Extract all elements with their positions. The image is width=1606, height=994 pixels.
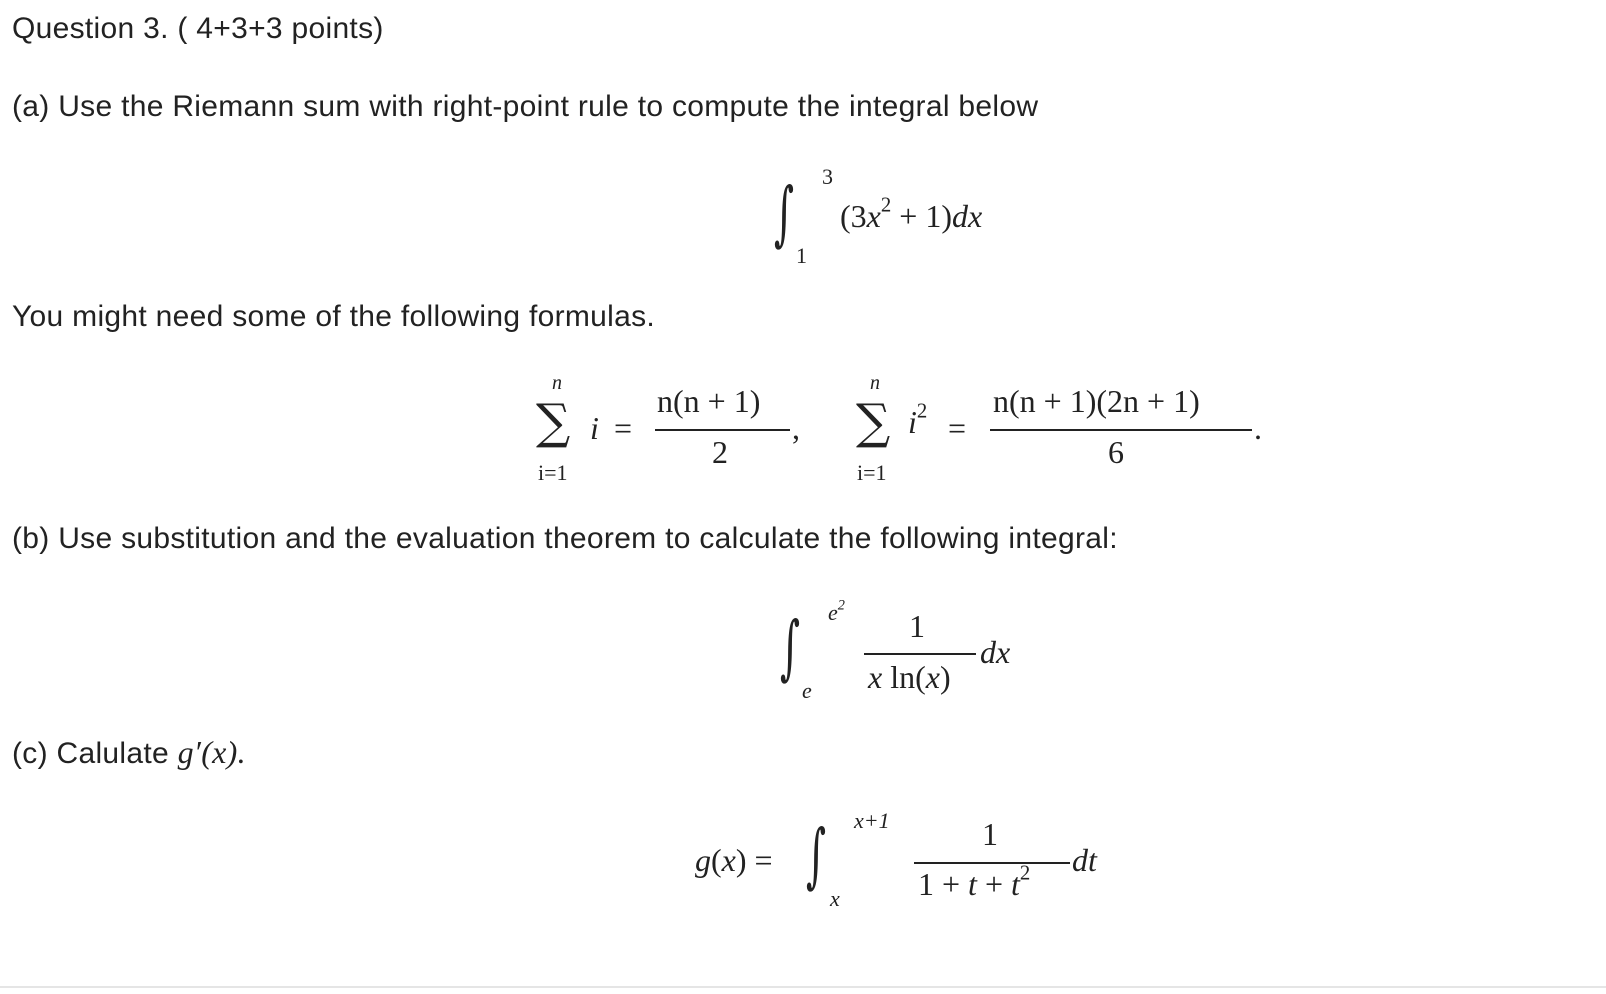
integral-c-denominator: $1 + t + t^2$: [918, 861, 1031, 902]
sum1-comma: ,: [792, 410, 800, 446]
sum2-upper-limit: n: [870, 372, 880, 394]
integral-c-upper-limit: x+1: [854, 808, 890, 833]
part-b-prompt: (b) Use substitution and the evaluation theorem to calculate the following integral:: [12, 522, 1118, 555]
sum2-period: .: [1254, 410, 1262, 446]
integral-sign-icon: ∫: [806, 814, 827, 896]
integral-c-fraction-bar: [914, 862, 1070, 864]
integral-sign-icon: ∫: [774, 172, 795, 254]
sum1-fraction-bar: [655, 429, 790, 431]
sum1-denominator: 2: [712, 434, 728, 470]
bottom-divider: [0, 986, 1606, 988]
sigma-icon: ∑: [536, 394, 571, 450]
g-prime-label: g′(x).: [177, 734, 246, 770]
sum2-equals: =: [948, 410, 967, 446]
integral-b-fraction-bar: [864, 653, 976, 655]
sum1-term: i: [590, 410, 599, 446]
sum1-upper-limit: n: [552, 372, 562, 394]
sum1-lower-limit: i=1: [538, 460, 568, 485]
integral-c-lhs: g(x) =: [695, 842, 773, 878]
part-a-prompt: (a) Use the Riemann sum with right-point rule to compute the integral below: [12, 90, 1039, 123]
integral-c-lower-limit: x: [830, 886, 840, 911]
integral-b-denominator: x ln(x): [868, 659, 951, 695]
integral-b-upper-limit: $e^2$: [828, 597, 845, 625]
integral-c-numerator: 1: [982, 816, 998, 852]
question-title: Question 3. ( 4+3+3 points): [12, 12, 384, 45]
integral-b-numerator: 1: [909, 608, 925, 644]
integral-a-integrand: $(3x^2 + 1)dx$: [840, 193, 983, 234]
sum2-denominator: 6: [1108, 434, 1124, 470]
integral-b-lower-limit: e: [802, 678, 812, 703]
sum2-numerator: n(n + 1)(2n + 1): [993, 383, 1200, 419]
integral-b-dx: dx: [980, 634, 1011, 670]
sum2-fraction-bar: [990, 429, 1252, 431]
sum1-equals: =: [614, 410, 633, 446]
integral-a-lower-limit: 1: [796, 243, 807, 268]
sum2-term: $i^2$: [908, 399, 928, 440]
integral-a-upper-limit: 3: [822, 164, 833, 189]
sum1-numerator: n(n + 1): [657, 383, 761, 419]
sum2-lower-limit: i=1: [857, 460, 887, 485]
formulas-intro: You might need some of the following formulas.: [12, 300, 656, 333]
integral-sign-icon: ∫: [780, 606, 801, 688]
sigma-icon: ∑: [856, 394, 891, 450]
part-c-prompt: (c) Calulate g′(x).: [12, 734, 246, 770]
integral-c-dt: dt: [1072, 842, 1097, 878]
